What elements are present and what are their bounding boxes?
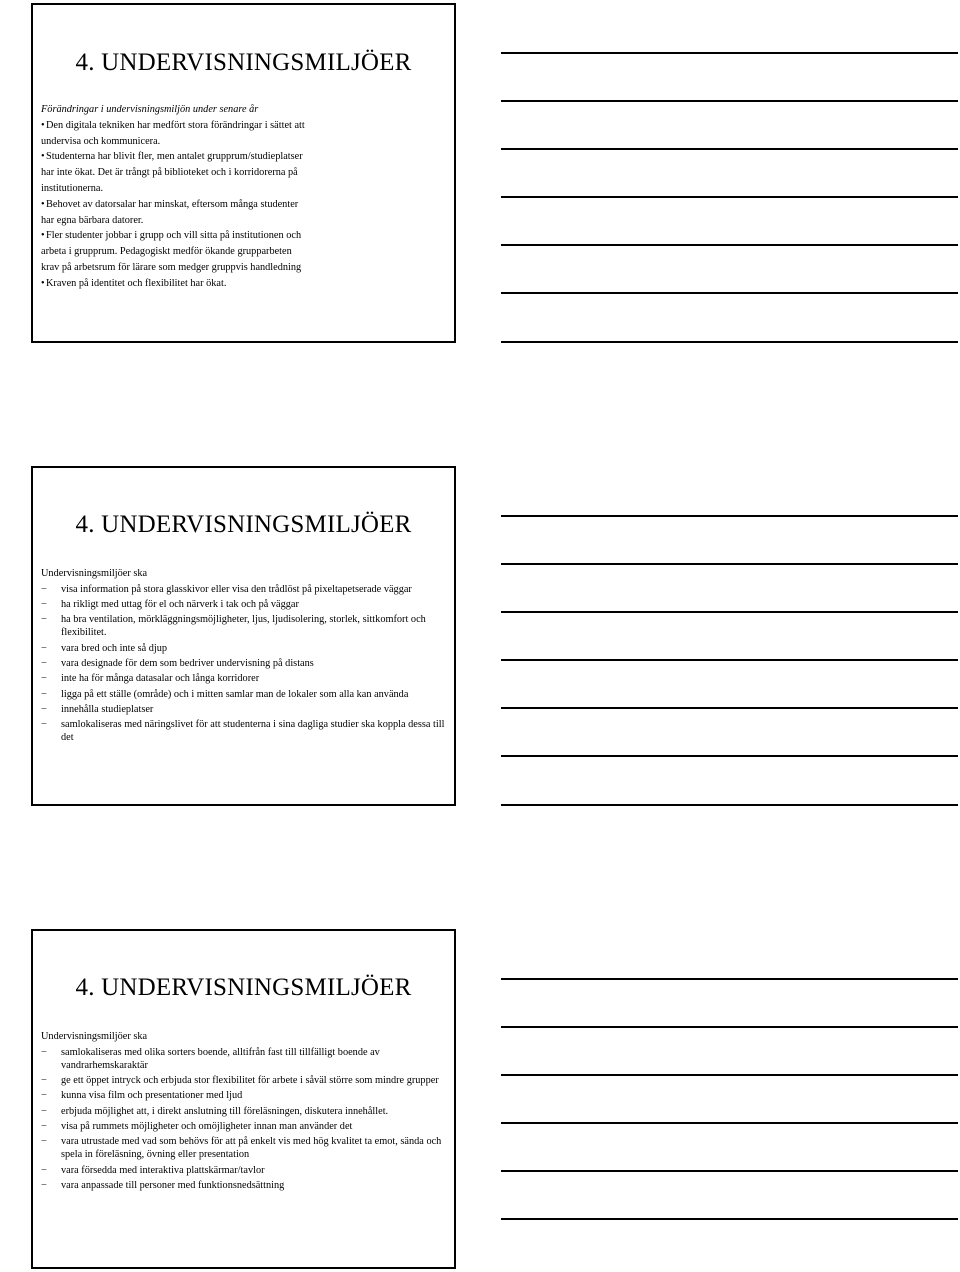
line-text: har inte ökat. Det är trångt på biblioteket och i korridorerna på	[41, 167, 298, 179]
dash-icon: −	[41, 614, 47, 626]
slide-2	[31, 466, 456, 806]
item-text: ha bra ventilation, mörkläggningsmöjligheter, ljus, ljudisolering, storlek, sittkomfort och flexibilitet.	[61, 614, 426, 639]
line-text: arbeta i grupprum. Pedagogiskt medför ökande grupparbeten	[41, 246, 292, 258]
dash-icon: −	[41, 1105, 47, 1117]
bullet-icon: •	[41, 119, 45, 131]
note-line	[501, 100, 958, 102]
note-line	[501, 292, 958, 294]
line-text: har egna bärbara datorer.	[41, 214, 144, 226]
dash-item	[41, 1179, 448, 1192]
note-line	[501, 52, 958, 54]
item-text: ha rikligt med uttag för el och närverk i tak och på väggar	[61, 599, 299, 611]
dash-icon: −	[41, 1164, 47, 1176]
item-text: samlokaliseras med olika sorters boende, alltifrån fast till tillfälligt boende av vandrarhemskaraktär	[61, 1046, 380, 1071]
slide-body	[41, 102, 448, 292]
dash-item	[41, 1046, 448, 1072]
dash-icon: −	[41, 719, 47, 731]
slide-3	[31, 929, 456, 1269]
item-text: visa information på stora glasskivor eller visa den trådlöst på pixeltapetserade väggar	[61, 583, 412, 595]
slide-title: 4. UNDERVISNINGSMILJÖER	[75, 511, 412, 538]
dash-icon: −	[41, 673, 47, 685]
slide-title: 4. UNDERVISNINGSMILJÖER	[75, 49, 412, 76]
item-text: vara bred och inte så djup	[61, 642, 168, 654]
item-text: visa på rummets möjligheter och omöjligheter innan man använder det	[61, 1120, 353, 1132]
dash-item	[41, 688, 448, 701]
dash-icon: −	[41, 688, 47, 700]
item-text: erbjuda möjlighet att, i direkt anslutning till föreläsningen, diskutera innehållet.	[61, 1105, 389, 1117]
slide-title: 4. UNDERVISNINGSMILJÖER	[75, 974, 412, 1001]
dash-icon: −	[41, 703, 47, 715]
note-line	[501, 1074, 958, 1076]
note-line	[501, 707, 958, 709]
line-text: Studenterna har blivit fler, men antalet grupprum/studieplatser	[46, 151, 303, 163]
dash-item	[41, 1135, 448, 1161]
dash-item	[41, 1120, 448, 1133]
note-line	[501, 1170, 958, 1172]
dash-item	[41, 718, 448, 744]
bullet-icon: •	[41, 277, 45, 289]
item-text: kunna visa film och presentationer med ljud	[61, 1090, 243, 1102]
dash-icon: −	[41, 1090, 47, 1102]
note-line	[501, 341, 958, 343]
item-text: vara designade för dem som bedriver undervisning på distans	[61, 657, 314, 669]
dash-item	[41, 703, 448, 716]
item-text: ligga på ett ställe (område) och i mitten samlar man de lokaler som alla kan använda	[61, 688, 409, 700]
bullet-icon: •	[41, 230, 45, 242]
dash-icon: −	[41, 1136, 47, 1148]
bullet-line	[41, 118, 448, 134]
bullet-line	[41, 276, 448, 292]
dash-item	[41, 1105, 448, 1118]
line-text: Behovet av datorsalar har minskat, eftersom många studenter	[46, 198, 299, 210]
dash-item	[41, 1164, 448, 1177]
note-line	[501, 1122, 958, 1124]
dash-icon: −	[41, 1075, 47, 1087]
dash-icon: −	[41, 1046, 47, 1058]
dash-icon: −	[41, 657, 47, 669]
line-text: krav på arbetsrum för lärare som medger gruppvis handledning	[41, 261, 302, 273]
dash-item	[41, 1074, 448, 1087]
bullet-line	[41, 228, 448, 244]
line-text: undervisa och kommunicera.	[41, 135, 161, 147]
item-text: inte ha för många datasalar och långa korridorer	[61, 673, 260, 685]
note-line	[501, 244, 958, 246]
bullet-icon: •	[41, 151, 45, 163]
note-line	[501, 1026, 958, 1028]
note-line	[501, 755, 958, 757]
note-line	[501, 978, 958, 980]
item-text: innehålla studieplatser	[61, 703, 154, 715]
item-text: vara utrustade med vad som behövs för att på enkelt vis med hög kvalitet ta emot, sända och spela in föreläsning, övning eller presentation	[61, 1136, 442, 1161]
slide-subheading: Undervisningsmiljöer ska	[41, 1031, 148, 1042]
dash-item	[41, 642, 448, 655]
dash-item	[41, 613, 448, 639]
dash-item	[41, 1089, 448, 1102]
line-text: Den digitala tekniken har medfört stora förändringar i sättet att	[46, 119, 305, 131]
dash-item	[41, 672, 448, 685]
bullet-line	[41, 197, 448, 213]
dash-icon: −	[41, 1120, 47, 1132]
dash-item	[41, 657, 448, 670]
line-text: Fler studenter jobbar i grupp och vill sitta på institutionen och	[46, 230, 302, 242]
slide-1	[31, 3, 456, 343]
slide-body	[41, 1029, 448, 1194]
dash-item	[41, 598, 448, 611]
dash-icon: −	[41, 642, 47, 654]
note-line	[501, 148, 958, 150]
slide-subheading: Förändringar i undervisningsmiljön under senare år	[41, 104, 259, 115]
slide-body	[41, 566, 448, 746]
note-line	[501, 515, 958, 517]
item-text: vara försedda med interaktiva plattskärmar/tavlor	[61, 1164, 265, 1176]
slide-subheading: Undervisningsmiljöer ska	[41, 568, 148, 579]
note-line	[501, 196, 958, 198]
dash-icon: −	[41, 583, 47, 595]
item-text: samlokaliseras med näringslivet för att studenterna i sina dagliga studier ska koppla dessa till det	[61, 719, 445, 744]
dash-icon: −	[41, 599, 47, 611]
dash-item	[41, 583, 448, 596]
item-text: vara anpassade till personer med funktionsnedsättning	[61, 1179, 285, 1191]
line-text: Kraven på identitet och flexibilitet har ökat.	[46, 277, 227, 289]
note-line	[501, 1218, 958, 1220]
note-line	[501, 611, 958, 613]
note-line	[501, 659, 958, 661]
bullet-line	[41, 149, 448, 165]
item-text: ge ett öppet intryck och erbjuda stor flexibilitet för arbete i såväl större som mindre grupper	[61, 1075, 439, 1087]
note-line	[501, 804, 958, 806]
note-line	[501, 563, 958, 565]
dash-icon: −	[41, 1179, 47, 1191]
bullet-icon: •	[41, 198, 45, 210]
line-text: institutionerna.	[41, 182, 104, 194]
